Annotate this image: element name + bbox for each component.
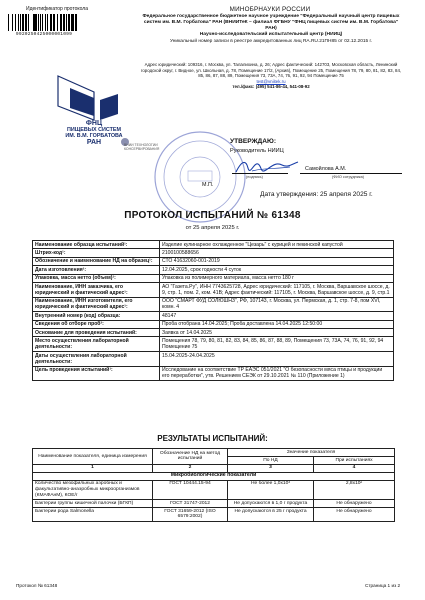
- col-number: 4: [314, 464, 395, 472]
- info-row: [33, 241, 394, 249]
- info-key: Наименование, ИНН заказчика, его юридический и фактический адрес¹:: [33, 282, 160, 297]
- info-key: Место осуществления лабораторной деятельности:: [33, 337, 160, 352]
- result-row: [33, 500, 395, 508]
- organization-full-name: Федеральное государственное бюджетное научное учреждение "Федеральный научный центр пищевых систем им. В.М. Горбатова" РАН (ВНИИТеК – филиал ФГБНУ "ФНЦ пищевых систем им. В.М. Горбатова" РАН): [142, 14, 400, 31]
- approval-position: Руководитель НИИЦ: [230, 148, 284, 154]
- logo-side-text: ВНИИ ТЕХНОЛОГИИ КОНСЕРВИРОВАНИЯ: [124, 143, 160, 151]
- info-key: Упаковка, масса нетто (объем)¹:: [33, 274, 160, 282]
- barcode-caption: Идентификатор протокола: [26, 6, 88, 12]
- header-indicator: Наименование показателя, единица измерения: [33, 449, 153, 465]
- phone: тел./факс: (495) 541-86-44, 541-08-92: [232, 84, 310, 90]
- info-value: 2100100588656: [160, 249, 394, 257]
- result-indicator: Бактерии группы кишечной палочки (БГКП): [33, 500, 153, 508]
- barcode: [8, 14, 80, 37]
- info-key: Даты осуществления лабораторной деятельности:: [33, 351, 160, 366]
- results-title: РЕЗУЛЬТАТЫ ИСПЫТАНИЙ:: [157, 434, 268, 443]
- info-row: [33, 282, 394, 297]
- result-method: ГОСТ 10444.15-94: [153, 480, 228, 500]
- result-norm: Не допускаются в 1,0 г продукта: [228, 500, 314, 508]
- info-value: ООО "СМАРТ ФУД СОЛЮШНЗ", РФ, 107143, г. Москва, ул. Пермская, д. 1, стр. 7-8, пом XVI, комн. 4: [160, 297, 394, 312]
- info-row: [33, 257, 394, 265]
- footer-page-number: Страница 1 из 2: [365, 583, 401, 588]
- result-row: [33, 480, 395, 500]
- info-row: [33, 297, 394, 312]
- result-indicator: Количество мезофильных аэробных и факультативно-анаэробных микроорганизмов (КМАФАнМ), КОЕ/г: [33, 480, 153, 500]
- info-value: Упаковка из полимерного материала, масса нетто 180 г: [160, 274, 394, 282]
- info-value: 15.04.2025-24.04.2025: [160, 351, 394, 366]
- seal-place: М.П.: [202, 182, 214, 188]
- approval-date: Дата утверждения: 25 апреля 2025 г.: [260, 191, 373, 198]
- logo-line3: ИМ. В.М. ГОРБАТОВА: [65, 133, 123, 140]
- info-value: 48147: [160, 312, 394, 320]
- info-value: Исследование на соответствие ТР ЕАЭС 051/2021 "О безопасности мяса птицы и продукции его переработки", утв. Решением СЕЭК от 29.10.2021 № 110 (Приложение 1): [160, 366, 394, 381]
- info-key: Цель проведения испытаний¹:: [33, 366, 160, 381]
- footer-protocol-number: Протокол № 61348: [16, 583, 58, 588]
- logo-line2: ПИЩЕВЫХ СИСТЕМ: [66, 127, 121, 134]
- barcode-bars: [8, 14, 80, 31]
- info-key: Наименование, ИНН изготовителя, его юридический и фактический адрес¹:: [33, 297, 160, 312]
- header-value-group: Значение показателя: [228, 449, 395, 457]
- result-method: ГОСТ 31659-2012 (ISO 6579:2002): [153, 508, 228, 522]
- logo-text: [56, 121, 132, 146]
- protocol-title: ПРОТОКОЛ ИСПЫТАНИЙ № 61348: [124, 210, 301, 221]
- header-norm: По НД: [228, 456, 314, 464]
- barcode-number: 9920250425000001099: [15, 32, 73, 37]
- address-block: [138, 62, 404, 90]
- info-value: Изделие кулинарное охлажденное "Цезарь" с курицей и пекинской капустой: [160, 241, 394, 249]
- info-row: [33, 366, 394, 381]
- address-text: Адрес юридический: 109316, г. Москва, ул. Талалихина, д. 26; Адрес фактический: 142703, Московская область, Ленинский городской округ, г. Видное, ул. Школьная, д. 78, Помещение 17/2, (Архив), Помещение 25, Помещения 78, 79, 80, 81, 82, 83, 84, 85, 86, 87, 88, 89, Помещения 73, 73А, 74, 76, 91, 92, 94 Помещение 75: [140, 62, 402, 79]
- info-value: 12.04.2025, срок годности 4 суток: [160, 266, 394, 274]
- result-found: Не обнаружено: [314, 500, 395, 508]
- result-row: [33, 508, 395, 522]
- sample-info-table: [32, 240, 394, 381]
- info-value: Помещения 78, 79, 80, 81, 82, 83, 84, 85, 86, 87, 88, 89, Помещения 73, 73А, 74, 76, 91, 92, 94 Помещение 75: [160, 337, 394, 352]
- header-method: Обозначение НД на метод испытаний: [153, 449, 228, 465]
- info-value: СТО 41632060-001-2019: [160, 257, 394, 265]
- result-indicator: Бактерии рода Salmonella: [33, 508, 153, 522]
- protocol-date: от 25 апреля 2025 г.: [185, 225, 240, 231]
- info-key: Наименование образца испытаний¹:: [33, 241, 160, 249]
- section-title: Микробиологические показатели: [33, 472, 395, 480]
- barcode-bar: [78, 14, 79, 31]
- info-value: АО "Газета.Ру", ИНН 7743625728, Адрес юридический: 117105, г. Москва, Варшавское шоссе, д. 9, стр. 1, пом. 2, ком. 41В; Адрес фактический: 117105, г. Москва, Варшавское шоссе, д. 9, стр.1: [160, 282, 394, 297]
- col-number: 2: [153, 464, 228, 472]
- info-row: [33, 328, 394, 336]
- info-key: Внутренний номер (код) образца:: [33, 312, 160, 320]
- info-value: Проба отобрана 14.04.2025; Проба доставлена 14.04.2025 12:50:00: [160, 320, 394, 328]
- info-row: [33, 320, 394, 328]
- info-row: [33, 312, 394, 320]
- result-norm: Не допускаются в 25 г продукта: [228, 508, 314, 522]
- info-key: Сведения об отборе проб²:: [33, 320, 160, 328]
- logo-line4: РАН: [86, 138, 102, 146]
- info-key: Основание для проведения испытаний:: [33, 328, 160, 336]
- logo-line1: ФНЦ: [85, 120, 103, 127]
- result-norm: Не более 1,0x10³: [228, 480, 314, 500]
- info-value: Заявка от 14.04.2025: [160, 328, 394, 336]
- result-method: ГОСТ 31747-2012: [153, 500, 228, 508]
- info-row: [33, 266, 394, 274]
- registry-number: Уникальный номер записи в реестре аккредитованных лиц RA.RU.21ПН85 от 02.12.2015 г.: [169, 39, 373, 44]
- fio-caption: (ФИО сотрудника): [332, 175, 364, 179]
- info-row: [33, 337, 394, 352]
- info-row: [33, 274, 394, 282]
- signer-name: Самойлова А.М.: [305, 166, 347, 172]
- info-key: Обозначение и наименование НД на образец¹:: [33, 257, 160, 265]
- results-table: [32, 448, 395, 522]
- info-key: Дата изготовления¹:: [33, 266, 160, 274]
- signature-line: [232, 173, 288, 174]
- info-key: Штрих-код¹:: [33, 249, 160, 257]
- ministry-name: МИНОБРНАУКИ РОССИИ: [229, 6, 311, 13]
- col-number: 3: [228, 464, 314, 472]
- header-found: При испытаниях: [314, 456, 395, 464]
- info-row: [33, 249, 394, 257]
- signature-caption: (подпись): [246, 175, 263, 179]
- info-row: [33, 351, 394, 366]
- result-found: Не обнаружено: [314, 508, 395, 522]
- name-line: [300, 173, 402, 174]
- col-number: 1: [33, 464, 153, 472]
- signature: [232, 156, 302, 178]
- organization-name: [140, 14, 402, 38]
- email-link[interactable]: test@vniitek.ru: [256, 78, 286, 84]
- approval-title: УТВЕРЖДАЮ:: [230, 138, 277, 145]
- center-name: Научно-исследовательский испытательный центр (НИИЦ): [199, 32, 343, 37]
- result-found: 2,8x10²: [314, 480, 395, 500]
